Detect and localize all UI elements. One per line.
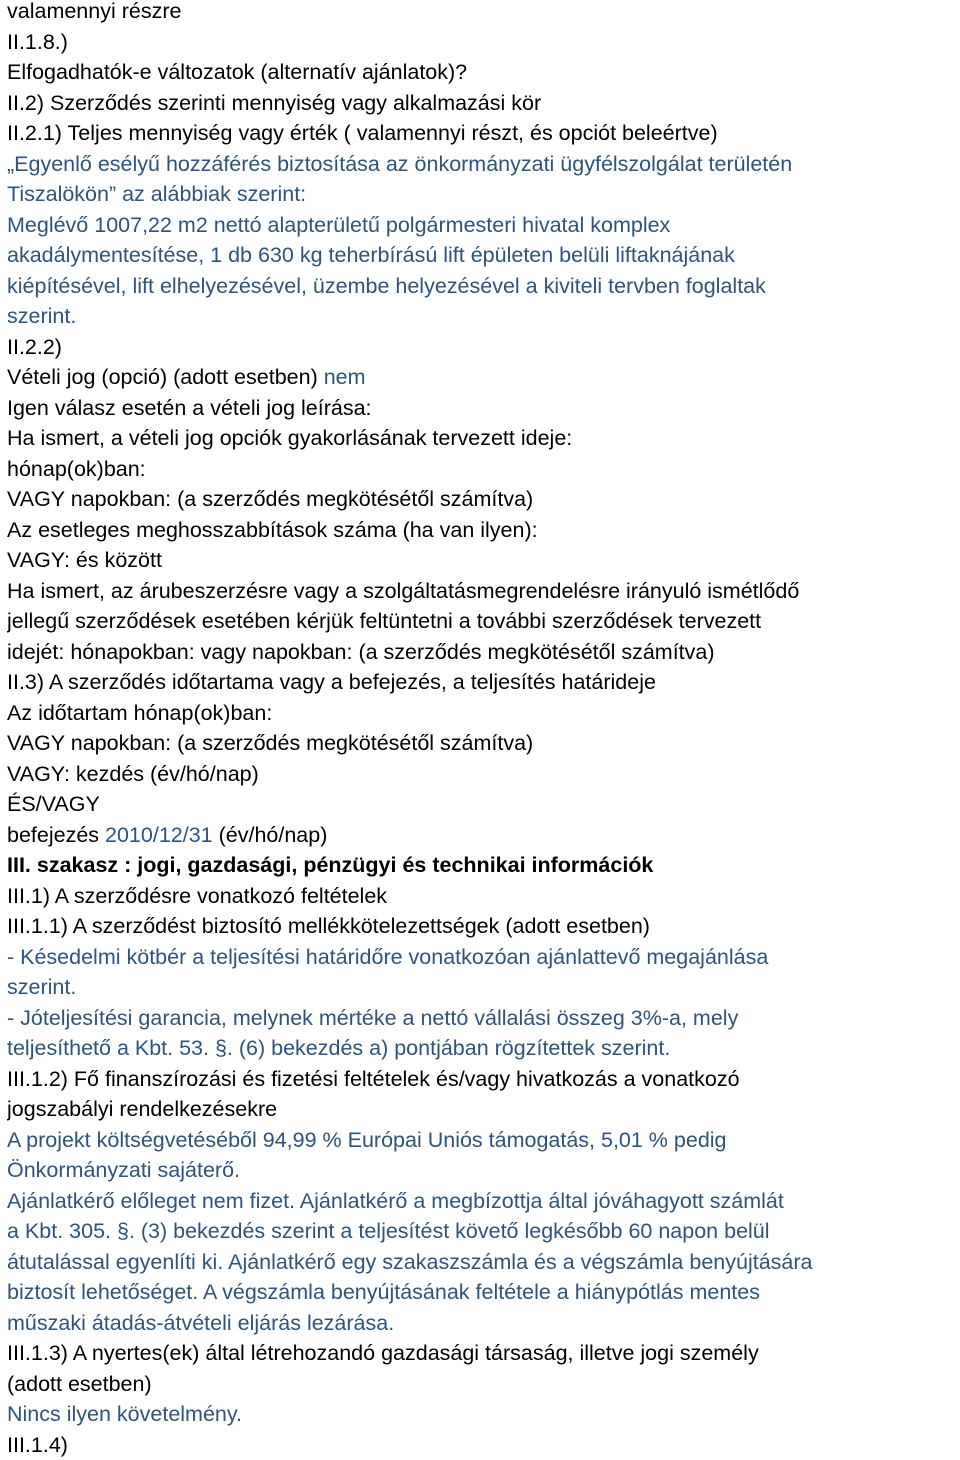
text-segment: III.1.4) [7,1433,68,1457]
text-segment: II.2.1) Teljes mennyiség vagy érték ( valamennyi részt, és opciót beleértve) [7,121,718,145]
text-line [7,332,957,363]
text-line [7,789,957,820]
text-line [7,1125,957,1156]
text-segment: hónap(ok)ban: [7,457,146,481]
text-segment: Ha ismert, az árubeszerzésre vagy a szolgáltatásmegrendelésre irányuló ismétlődő [7,579,799,603]
text-segment: kiépítésével, lift elhelyezésével, üzembe helyezésével a kiviteli tervben foglaltak [7,274,766,298]
text-segment: szerint. [7,975,76,999]
text-line [7,1247,957,1278]
section-heading-text: III. szakasz : jogi, gazdasági, pénzügyi és technikai információk [7,853,653,877]
text-segment: Elfogadhatók-e változatok (alternatív ajánlatok)? [7,60,467,84]
text-segment: nem [324,365,366,389]
text-line [7,515,957,546]
text-line [7,1338,957,1369]
text-segment: (adott esetben) [7,1372,152,1396]
text-line [7,1369,957,1400]
text-line [7,423,957,454]
text-line [7,118,957,149]
text-segment: akadálymentesítése, 1 db 630 kg teherbírású lift épületen belüli liftaknájának [7,243,735,267]
text-line [7,667,957,698]
text-segment: II.1.8.) [7,30,68,54]
text-line [7,149,957,180]
document-body [7,0,957,1460]
text-segment: átutalással egyenlíti ki. Ajánlatkérő egy szakaszszámla és a végszámla benyújtására [7,1250,812,1274]
text-line [7,1430,957,1460]
text-line [7,606,957,637]
text-segment: II.2.2) [7,335,62,359]
text-line [7,1216,957,1247]
text-segment: VAGY: kezdés (év/hó/nap) [7,762,259,786]
text-line [7,637,957,668]
text-segment: VAGY napokban: (a szerződés megkötésétől számítva) [7,731,533,755]
text-segment: VAGY napokban: (a szerződés megkötésétől számítva) [7,487,533,511]
text-line [7,728,957,759]
text-segment: Ha ismert, a vételi jog opciók gyakorlásának tervezett ideje: [7,426,572,450]
text-line [7,27,957,58]
text-line [7,1033,957,1064]
text-line [7,57,957,88]
text-segment: III.1) A szerződésre vonatkozó feltételek [7,884,387,908]
text-line [7,484,957,515]
text-segment: Tiszalökön” az alábbiak szerint: [7,182,306,206]
text-segment: jellegű szerződések esetében kérjük feltüntetni a további szerződések tervezett [7,609,761,633]
text-line [7,1094,957,1125]
text-segment: Önkormányzati sajáterő. [7,1158,240,1182]
text-line [7,972,957,1003]
text-line [7,301,957,332]
text-segment: III.1.2) Fő finanszírozási és fizetési feltételek és/vagy hivatkozás a vonatkozó [7,1067,740,1091]
text-line [7,576,957,607]
text-line [7,1003,957,1034]
text-segment: Meglévő 1007,22 m2 nettó alapterületű polgármesteri hivatal komplex [7,213,670,237]
text-segment: teljesíthető a Kbt. 53. §. (6) bekezdés a) pontjában rögzítettek szerint. [7,1036,670,1060]
text-line [7,271,957,302]
text-segment: A projekt költségvetéséből 94,99 % Európai Uniós támogatás, 5,01 % pedig [7,1128,727,1152]
text-segment: idejét: hónapokban: vagy napokban: (a szerződés megkötésétől számítva) [7,640,715,664]
text-line [7,0,957,27]
text-segment: Igen válasz esetén a vételi jog leírása: [7,396,372,420]
text-segment: Az időtartam hónap(ok)ban: [7,701,272,725]
text-segment: jogszabályi rendelkezésekre [7,1097,277,1121]
text-segment: II.2) Szerződés szerinti mennyiség vagy alkalmazási kör [7,91,541,115]
text-line [7,1186,957,1217]
text-segment: Ajánlatkérő előleget nem fizet. Ajánlatkérő a megbízottja által jóváhagyott számlát [7,1189,784,1213]
text-segment: III.1.3) A nyertes(ek) által létrehozandó gazdasági társaság, illetve jogi személy [7,1341,759,1365]
text-line [7,362,957,393]
text-line [7,240,957,271]
text-line [7,454,957,485]
text-line [7,820,957,851]
text-line [7,911,957,942]
text-segment: biztosít lehetőséget. A végszámla benyújtásának feltétele a hiánypótlás mentes [7,1280,760,1304]
text-segment: műszaki átadás-átvételi eljárás lezárása. [7,1311,394,1335]
text-segment: - Jóteljesítési garancia, melynek mértéke a nettó vállalási összeg 3%-a, mely [7,1006,738,1030]
text-line [7,393,957,424]
text-segment: ÉS/VAGY [7,792,100,816]
text-segment: - Késedelmi kötbér a teljesítési határidőre vonatkozóan ajánlattevő megajánlása [7,945,768,969]
text-line [7,850,957,881]
text-line [7,881,957,912]
text-line [7,1308,957,1339]
text-line [7,1064,957,1095]
text-line [7,179,957,210]
text-segment: III.1.1) A szerződést biztosító mellékkötelezettségek (adott esetben) [7,914,650,938]
text-line [7,1277,957,1308]
text-segment: befejezés [7,823,105,847]
text-segment: Vételi jog (opció) (adott esetben) [7,365,324,389]
text-line [7,942,957,973]
text-segment: a Kbt. 305. §. (3) bekezdés szerint a teljesítést követő legkésőbb 60 napon belül [7,1219,770,1243]
text-segment: Az esetleges meghosszabbítások száma (ha van ilyen): [7,518,538,542]
text-segment: „Egyenlő esélyű hozzáférés biztosítása az önkormányzati ügyfélszolgálat területén [7,152,792,176]
text-segment: VAGY: és között [7,548,162,572]
text-segment: szerint. [7,304,76,328]
text-line [7,759,957,790]
text-line [7,1155,957,1186]
text-line [7,210,957,241]
text-line [7,1399,957,1430]
text-segment: Nincs ilyen követelmény. [7,1402,242,1426]
text-segment: II.3) A szerződés időtartama vagy a befejezés, a teljesítés határideje [7,670,656,694]
text-segment: 2010/12/31 [105,823,213,847]
text-line [7,88,957,119]
text-line [7,545,957,576]
text-segment: (év/hó/nap) [213,823,328,847]
text-line [7,698,957,729]
text-segment: valamennyi részre [7,0,181,23]
